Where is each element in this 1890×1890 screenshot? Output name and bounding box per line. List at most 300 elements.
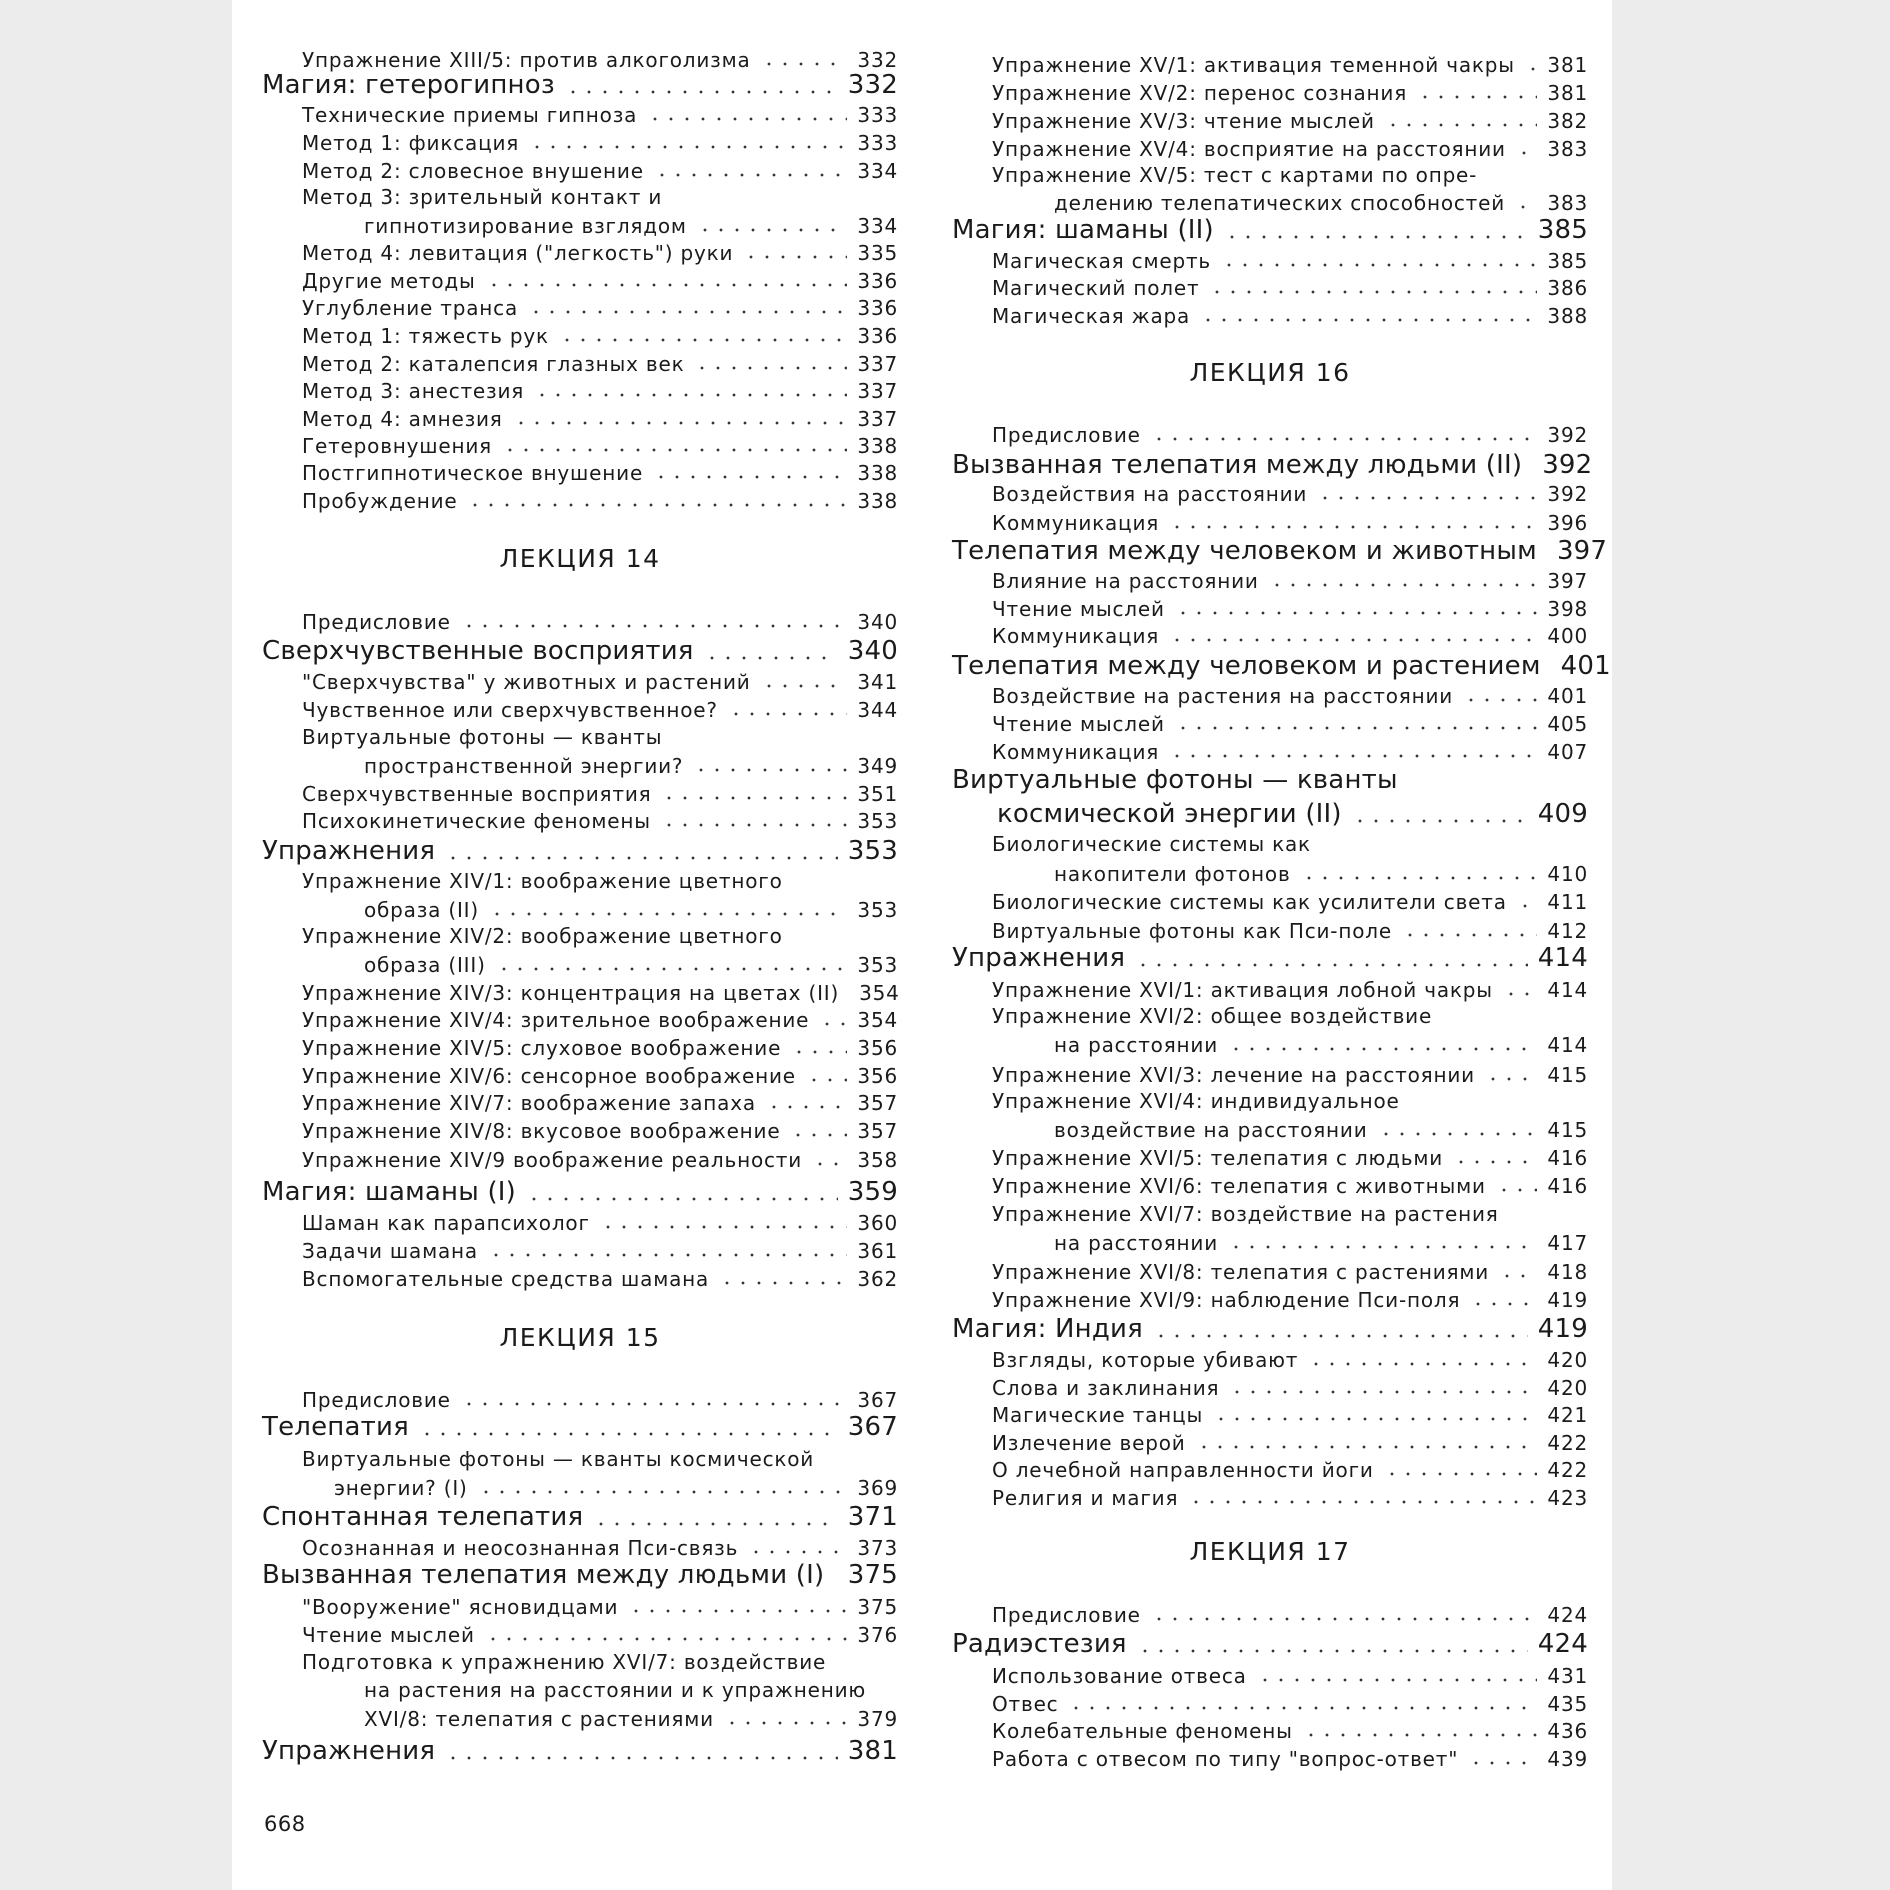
toc-section-entry[interactable] [952,795,1588,829]
dot-leader [1151,1608,1538,1622]
toc-entry[interactable] [262,212,898,238]
toc-entry[interactable] [262,696,898,722]
dot-leader [593,1513,837,1527]
toc-entry-title: Предисловие [992,1603,1141,1627]
toc-page-number: 353 [857,898,898,922]
toc-entry[interactable] [952,622,1588,648]
toc-section-entry[interactable] [952,1625,1588,1659]
toc-entry[interactable] [952,1456,1588,1482]
toc-entry-title: Другие методы [302,269,476,293]
toc-entry[interactable] [262,377,898,403]
toc-entry-title: Упражнение XVI/1: активация лобной чакры [992,978,1493,1002]
dot-leader [1257,1669,1538,1683]
dot-leader [654,164,848,178]
dot-leader [1068,1697,1537,1711]
toc-entry[interactable] [952,1690,1588,1716]
toc-entry[interactable] [952,1172,1588,1198]
dot-leader [1385,114,1538,128]
toc-entry[interactable] [262,350,898,376]
toc-entry-title: воздействие на расстоянии [1054,1118,1368,1142]
toc-entry[interactable] [952,1662,1588,1688]
toc-entry-title: Магия: шаманы (II) [952,215,1214,245]
toc-entry[interactable] [952,1144,1588,1170]
toc-entry-text-line: Упражнение XIV/2: воображение цветного [302,924,783,948]
dot-leader [819,1013,847,1027]
toc-page-number: 423 [1547,1486,1588,1510]
dot-leader [1175,717,1538,731]
toc-entry[interactable] [952,595,1588,621]
toc-entry[interactable] [262,1062,898,1088]
toc-entry-title: Чтение мыслей [302,1623,475,1647]
toc-entry-title: Чтение мыслей [992,597,1165,621]
dot-leader [761,53,848,67]
toc-entry[interactable] [262,1593,898,1619]
dot-leader [728,703,848,717]
toc-entry-title: Виртуальные фотоны как Пси-поле [992,919,1392,943]
toc-entry-title: Психокинетические феномены [302,809,651,833]
toc-section-entry[interactable] [952,939,1588,973]
toc-entry[interactable] [262,780,898,806]
toc-entry-title: XVI/8: телепатия с растениями [364,1707,714,1731]
toc-page-number: 354 [859,981,900,1005]
toc-entry[interactable] [262,267,898,293]
toc-page-number: 420 [1547,1348,1588,1372]
toc-entry[interactable] [262,807,898,833]
toc-entry[interactable] [262,1265,898,1291]
toc-entry-title: делению телепатических способностей [1054,191,1506,215]
dot-leader [1384,1463,1538,1477]
dot-leader [1135,954,1528,968]
toc-page-number: 336 [857,296,898,320]
toc-page-number: 373 [857,1536,898,1560]
toc-section-entry[interactable] [952,647,1611,681]
toc-section-entry[interactable] [262,1556,898,1590]
toc-page-number: 385 [1547,249,1588,273]
toc-entry[interactable] [952,710,1588,736]
toc-entry[interactable] [262,405,898,431]
dot-leader [628,1600,847,1614]
toc-entry[interactable] [262,101,898,127]
toc-page-number: 337 [857,352,898,376]
dot-leader [534,384,847,398]
toc-entry-title: Работа с отвесом по типу "вопрос-ответ" [992,1747,1459,1771]
toc-entry[interactable] [952,274,1588,300]
toc-entry[interactable] [262,1209,898,1235]
dot-leader [461,1393,848,1407]
toc-page-number: 396 [1547,511,1588,535]
dot-leader [496,958,848,972]
dot-leader [1308,1353,1537,1367]
dot-leader [502,439,847,453]
toc-entry[interactable] [262,129,898,155]
dot-leader [1516,142,1538,156]
dot-leader [1378,1123,1538,1137]
toc-entry-title: Телепатия между человеком и растением [952,651,1541,681]
toc-page-number: 422 [1547,1431,1588,1455]
toc-page-number: 412 [1547,919,1588,943]
toc-page-number: 409 [1537,799,1588,829]
toc-page-number: 416 [1547,1174,1588,1198]
toc-page-number: 369 [857,1476,898,1500]
dot-leader [761,675,848,689]
dot-leader [445,847,838,861]
toc-section-entry[interactable] [262,632,898,666]
toc-page-number: 375 [847,1560,898,1590]
toc-entry-title: Упражнение XVI/5: телепатия с людьми [992,1146,1444,1170]
toc-entry-title: Упражнение XIV/3: концентрация на цветах (II) [302,981,840,1005]
dot-leader [1496,1179,1538,1193]
dot-leader [1352,810,1528,824]
toc-entry[interactable] [952,1401,1588,1427]
toc-page-number: 367 [847,1412,898,1442]
toc-page-number: 382 [1547,109,1588,133]
dot-leader [1153,1325,1528,1339]
toc-page-number: 357 [857,1091,898,1115]
toc-entry[interactable] [952,135,1588,161]
toc-entry-title: Упражнение XIV/8: вкусовое воображение [302,1119,781,1143]
toc-page-number: 388 [1547,304,1588,328]
toc-entry-title: Коммуникация [992,511,1160,535]
toc-entry-text-line: Виртуальные фотоны — кванты космической [302,1447,815,1471]
toc-entry-title: космической энергии (II) [997,799,1342,829]
toc-entry[interactable] [262,608,898,634]
toc-page-number: 419 [1537,1314,1588,1344]
toc-entry[interactable] [952,682,1588,708]
toc-page-number: 410 [1547,862,1588,886]
toc-entry-title: накопители фотонов [1054,862,1291,886]
toc-page-number: 358 [857,1148,898,1172]
toc-page-number: 401 [1560,651,1611,681]
toc-entry-text-line: на растения на расстоянии и к упражнению [364,1678,866,1702]
dot-leader [719,1272,847,1286]
dot-leader [1137,1640,1528,1654]
toc-entry-title: Постгипнотическое внушение [302,461,644,485]
lecture-heading: ЛЕКЦИЯ 16 [1189,358,1351,387]
toc-section-entry[interactable] [952,1310,1588,1344]
toc-page-number: 362 [857,1267,898,1291]
toc-section-entry[interactable] [262,832,898,866]
toc-section-entry[interactable] [952,532,1608,566]
toc-entry[interactable] [952,480,1588,506]
dot-leader [834,1571,837,1585]
toc-entry-text-line: Биологические системы как [992,832,1311,856]
toc-entry-title: Влияние на расстоянии [992,569,1259,593]
toc-entry[interactable] [952,1346,1588,1372]
toc-entry-title: Задачи шамана [302,1239,478,1263]
toc-page-number: 357 [857,1119,898,1143]
lecture-heading: ЛЕКЦИЯ 17 [1189,1537,1351,1566]
toc-page-number: 411 [1547,890,1588,914]
toc-page-number: 353 [857,809,898,833]
dot-leader [1301,867,1538,881]
dot-leader [528,301,847,315]
toc-entry-title: Вспомогательные средства шамана [302,1267,710,1291]
dot-leader [1269,574,1538,588]
dot-leader [600,1216,848,1230]
toc-entry-title: Упражнение XVI/3: лечение на расстоянии [992,1063,1475,1087]
toc-entry[interactable] [952,1429,1588,1455]
dot-leader [1317,487,1537,501]
book-page [232,0,1612,1890]
toc-section-entry[interactable] [262,1408,898,1442]
toc-entry[interactable] [952,738,1588,764]
toc-entry[interactable] [262,239,898,265]
toc-entry-title: Упражнение XIV/6: сенсорное воображение [302,1064,796,1088]
toc-entry[interactable] [262,1237,898,1263]
toc-entry-title: Магическая смерть [992,249,1211,273]
dot-leader [513,412,848,426]
dot-leader [1175,602,1538,616]
toc-entry[interactable] [952,421,1588,447]
toc-entry[interactable] [952,1484,1588,1510]
toc-entry-title: Магический полет [992,276,1200,300]
toc-entry-title: Упражнение XV/1: активация теменной чакры [992,53,1515,77]
toc-entry[interactable] [952,1116,1588,1142]
dot-leader [1499,1265,1537,1279]
toc-page-number: 407 [1547,740,1588,764]
toc-entry[interactable] [952,888,1588,914]
toc-page-number: 397 [1556,536,1608,566]
toc-entry-title: гипнотизирование взглядом [364,214,687,238]
toc-entry-title: Предисловие [302,1388,451,1412]
toc-entry[interactable] [952,79,1588,105]
dot-leader [1525,58,1538,72]
dot-leader [1468,1752,1537,1766]
toc-entry-title: Технические приемы гипноза [302,103,638,127]
toc-page-number: 334 [857,214,898,238]
dot-leader [704,647,838,661]
toc-page-number: 435 [1547,1692,1588,1716]
toc-entry-title: Магия: Индия [952,1314,1143,1344]
dot-leader [806,1069,848,1083]
toc-page-number: 332 [847,70,898,100]
toc-entry-title: Религия и магия [992,1486,1179,1510]
toc-entry[interactable] [952,976,1588,1002]
toc-entry[interactable] [262,1034,898,1060]
toc-page-number: 333 [857,103,898,127]
toc-entry-title: образа (II) [364,898,479,922]
toc-entry[interactable] [952,302,1588,328]
toc-section-entry[interactable] [262,1173,898,1207]
toc-entry-title: Шаман как парапсихолог [302,1211,590,1235]
dot-leader [694,357,847,371]
toc-page-number: 341 [857,670,898,694]
toc-page-number: 417 [1547,1231,1588,1255]
toc-entry-text-line: Упражнение XIV/1: воображение цветного [302,869,783,893]
toc-section-entry[interactable] [262,66,898,100]
toc-entry[interactable] [262,1089,898,1115]
toc-entry[interactable] [952,1717,1588,1743]
toc-section-entry[interactable] [952,211,1588,245]
toc-entry[interactable] [262,668,898,694]
dot-leader [1151,428,1538,442]
toc-entry[interactable] [952,1601,1588,1627]
toc-entry-title: Биологические системы как усилители света [992,890,1507,914]
toc-entry-title: на расстоянии [1054,1033,1219,1057]
toc-entry-title: Упражнение XIII/5: против алкоголизма [302,48,751,72]
toc-page-number: 383 [1547,191,1588,215]
toc-page-number: 353 [847,836,898,866]
toc-entry[interactable] [262,1146,898,1172]
toc-entry-text-line: Упражнение XVI/2: общее воздействие [992,1004,1433,1028]
toc-page-number: 360 [857,1211,898,1235]
toc-page-number: 414 [1547,978,1588,1002]
toc-page-number: 332 [857,48,898,72]
toc-entry[interactable] [952,107,1588,133]
toc-section-entry[interactable] [262,1732,898,1766]
toc-page-number: 418 [1547,1260,1588,1284]
dot-leader [1463,689,1537,703]
dot-leader [461,615,848,629]
toc-entry[interactable] [262,1117,898,1143]
toc-entry[interactable] [262,896,898,922]
toc-entry[interactable] [262,951,898,977]
dot-leader [1209,281,1537,295]
toc-entry-title: Упражнение XIV/7: воображение запаха [302,1091,756,1115]
toc-entry[interactable] [952,1286,1588,1312]
dot-leader [1169,629,1537,643]
toc-entry[interactable] [952,1031,1588,1057]
dot-leader [647,108,847,122]
toc-entry-title: Использование отвеса [992,1664,1247,1688]
toc-page-number: 422 [1547,1458,1588,1482]
dot-leader [1470,1293,1537,1307]
dot-leader [1228,1038,1537,1052]
toc-entry[interactable] [952,1745,1588,1771]
toc-entry[interactable] [262,979,898,1005]
toc-entry[interactable] [262,432,898,458]
toc-page-number: 379 [857,1707,898,1731]
toc-entry[interactable] [262,1006,898,1032]
dot-leader [1228,1236,1537,1250]
toc-entry[interactable] [262,157,898,183]
toc-entry-title: Предисловие [302,610,451,634]
dot-leader [419,1423,838,1437]
toc-page-number: 338 [857,461,898,485]
dot-leader [489,903,847,917]
toc-page-number: 356 [857,1036,898,1060]
dot-leader [485,1628,848,1642]
toc-page-number: 381 [847,1736,898,1766]
toc-page-number: 386 [1547,276,1588,300]
toc-page-number: 338 [857,489,898,513]
toc-entry[interactable] [262,752,898,778]
toc-entry-title: Вызванная телепатия между людьми (II) [952,450,1523,480]
toc-entry-title: Упражнения [262,1736,436,1766]
toc-entry-title: Упражнение XVI/6: телепатия с животными [992,1174,1486,1198]
toc-entry-title: Упражнение XV/3: чтение мыслей [992,109,1375,133]
toc-entry-text-line: Упражнение XVI/4: индивидуальное [992,1089,1400,1113]
toc-entry[interactable] [262,459,898,485]
toc-page-number: 383 [1547,137,1588,161]
toc-entry[interactable] [952,247,1588,273]
toc-entry[interactable] [262,1621,898,1647]
dot-leader [693,759,847,773]
toc-page-number: 421 [1547,1403,1588,1427]
toc-entry-title: Предисловие [992,423,1141,447]
dot-leader [1515,196,1537,210]
toc-entry-title: "Вооружение" ясновидцами [302,1595,619,1619]
toc-page-number: 424 [1537,1629,1588,1659]
dot-leader [743,246,847,260]
toc-entry-title: Воздействия на расстоянии [992,482,1308,506]
toc-entry-title: Коммуникация [992,624,1160,648]
toc-entry-text-line: Упражнение XV/5: тест с картами по опре- [992,163,1478,187]
toc-page-number: 424 [1547,1603,1588,1627]
toc-entry-text-line: Подготовка к упражнению XVI/7: воздействие [302,1650,827,1674]
toc-page-number: 349 [857,754,898,778]
toc-entry-title: Магическая жара [992,304,1191,328]
toc-entry-text-line: Виртуальные фотоны — кванты [302,725,663,749]
toc-entry-title: Пробуждение [302,489,458,513]
dot-leader [1200,309,1537,323]
dot-leader [1503,983,1538,997]
toc-entry[interactable] [952,1061,1588,1087]
toc-entry-title: Коммуникация [992,740,1160,764]
toc-entry[interactable] [952,1229,1588,1255]
dot-leader [1303,1724,1538,1738]
dot-leader [1229,1381,1537,1395]
toc-page-number: 385 [1537,215,1588,245]
toc-entry[interactable] [952,1374,1588,1400]
dot-leader [1402,924,1537,938]
toc-page-number: 392 [1547,482,1588,506]
lecture-heading: ЛЕКЦИЯ 14 [499,544,661,573]
toc-section-entry[interactable] [262,1498,898,1532]
toc-page-number: 337 [857,379,898,403]
dot-leader [1169,516,1537,530]
toc-entry[interactable] [952,1258,1588,1284]
toc-page-number: 439 [1547,1747,1588,1771]
toc-entry-title: пространственной энергии? [364,754,684,778]
toc-entry-title: О лечебной направленности йоги [992,1458,1374,1482]
toc-entry-title: Углубление транса [302,296,519,320]
toc-entry[interactable] [262,1474,898,1500]
toc-entry-title: Спонтанная телепатия [262,1502,584,1532]
toc-entry-title: Метод 1: тяжесть рук [302,324,549,348]
toc-page-number: 431 [1547,1664,1588,1688]
toc-entry[interactable] [952,567,1588,593]
toc-page-number: 351 [857,782,898,806]
toc-entry[interactable] [952,51,1588,77]
toc-section-entry[interactable] [952,446,1593,480]
toc-entry[interactable] [262,322,898,348]
toc-entry-title: Упражнение XIV/9 воображение реальности [302,1148,803,1172]
toc-entry-title: Телепатия между человеком и животным [952,536,1537,566]
dot-leader [529,136,847,150]
toc-page-number: 416 [1547,1146,1588,1170]
dot-leader [1417,86,1537,100]
toc-entry[interactable] [262,1705,898,1731]
dot-leader [653,466,847,480]
toc-entry[interactable] [262,487,898,513]
dot-leader [1213,1408,1537,1422]
toc-entry-title: Чтение мыслей [992,712,1165,736]
dot-leader [467,494,847,508]
toc-entry-title: Метод 1: фиксация [302,131,520,155]
dot-leader [791,1041,847,1055]
toc-entry-title: Воздействие на растения на расстоянии [992,684,1454,708]
dot-leader [766,1096,848,1110]
toc-entry-title: Упражнение XV/4: восприятие на расстоянии [992,137,1506,161]
toc-entry-title: на расстоянии [1054,1231,1219,1255]
toc-entry-title: Упражнение XVI/9: наблюдение Пси-поля [992,1288,1461,1312]
toc-page-number: 340 [847,636,898,666]
toc-entry[interactable] [952,860,1588,886]
toc-entry-title: Упражнение XV/2: перенос сознания [992,81,1408,105]
toc-entry[interactable] [262,294,898,320]
toc-entry-text-line: Виртуальные фотоны — кванты [952,765,1398,795]
